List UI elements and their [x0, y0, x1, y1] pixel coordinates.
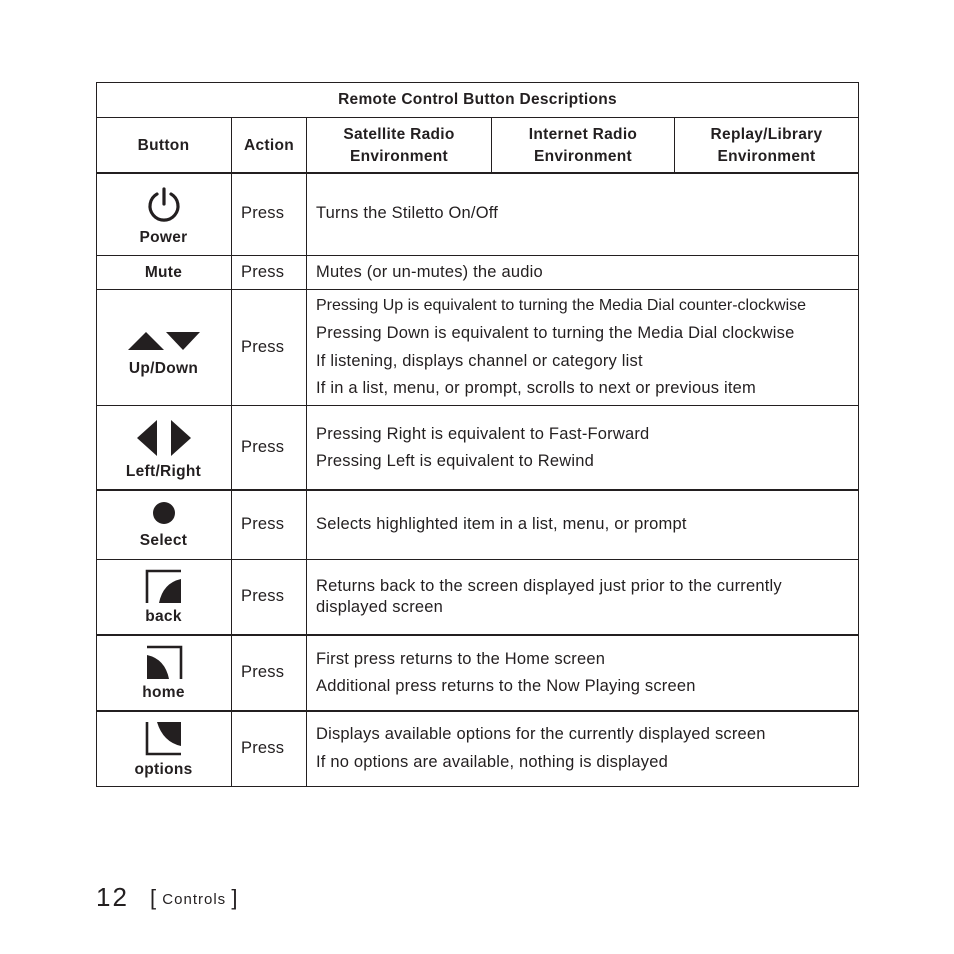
- header-internet: [492, 118, 674, 173]
- power-icon: [146, 186, 182, 224]
- action-text: Press: [241, 204, 285, 222]
- button-label: back: [145, 607, 182, 625]
- header-satellite-line2: Environment: [349, 147, 449, 165]
- action-text: Press: [241, 338, 285, 356]
- section-bracket-open: [: [150, 885, 158, 910]
- button-cell-up-down: [96, 290, 231, 405]
- description-line: Displays available options for the currently displayed screen: [316, 725, 766, 743]
- button-cell-left-right: [96, 406, 231, 489]
- button-label: Power: [139, 229, 188, 246]
- description-line: Selects highlighted item in a list, menu, or prompt: [316, 515, 687, 533]
- button-cell-back: [96, 560, 231, 634]
- button-descriptions-table: [96, 82, 859, 787]
- description-line: Pressing Right is equivalent to Fast-Forward: [316, 425, 650, 443]
- button-label: Up/Down: [128, 359, 199, 377]
- button-cell-home: [96, 636, 231, 710]
- left-right-triangle-icon: [136, 419, 192, 457]
- action-text: Press: [241, 515, 285, 533]
- up-down-triangle-icon: [126, 330, 202, 352]
- action-text: Press: [241, 438, 285, 456]
- button-label: options: [134, 760, 193, 778]
- rule: [231, 117, 232, 787]
- description-line: Additional press returns to the Now Playing screen: [316, 677, 696, 695]
- button-label: home: [142, 683, 185, 701]
- header-replay-line2: Environment: [717, 147, 816, 165]
- back-icon: [145, 569, 183, 605]
- button-cell-select: [96, 491, 231, 559]
- section-name: Controls: [162, 891, 227, 908]
- header-button: Button: [137, 136, 190, 154]
- description-line: Turns the Stiletto On/Off: [316, 204, 498, 222]
- header-internet-line2: Environment: [533, 147, 633, 165]
- description-line: First press returns to the Home screen: [316, 650, 606, 668]
- section-bracket-close: ]: [231, 885, 239, 910]
- button-label: Mute: [144, 263, 183, 281]
- header-replay-line1: Replay/Library: [710, 125, 823, 143]
- header-internet-line1: Internet Radio: [528, 125, 638, 143]
- description-line: If in a list, menu, or prompt, scrolls to next or previous item: [316, 379, 756, 397]
- table-border-right: [858, 82, 859, 787]
- header-action: Action: [243, 136, 295, 154]
- section-label: [150, 884, 238, 910]
- description-line: Pressing Up is equivalent to turning the Media Dial counter-clockwise: [316, 297, 807, 314]
- table-border-bottom: [96, 786, 859, 787]
- select-dot-icon: [152, 501, 176, 525]
- description-line: If listening, displays channel or category list: [316, 352, 643, 370]
- rule: [306, 117, 307, 787]
- action-text: Press: [241, 663, 285, 681]
- header-satellite: [307, 118, 491, 173]
- description-line: Mutes (or un-mutes) the audio: [316, 263, 543, 281]
- action-text: Press: [241, 587, 285, 605]
- options-icon: [145, 720, 183, 756]
- description-line: displayed screen: [316, 598, 444, 616]
- description-line: Pressing Left is equivalent to Rewind: [316, 452, 594, 470]
- action-text: Press: [241, 739, 285, 757]
- button-label: Left/Right: [125, 462, 202, 480]
- table-title: Remote Control Button Descriptions: [338, 90, 617, 108]
- button-cell-mute: [96, 256, 231, 289]
- header-satellite-line1: Satellite Radio: [343, 125, 455, 143]
- home-icon: [145, 645, 183, 681]
- page-number: 12: [96, 882, 129, 912]
- button-cell-power: [96, 174, 231, 255]
- action-text: Press: [241, 263, 285, 281]
- description-line: If no options are available, nothing is displayed: [316, 753, 668, 771]
- description-line: Pressing Down is equivalent to turning the Media Dial clockwise: [316, 324, 795, 342]
- button-label: Select: [139, 531, 188, 549]
- button-cell-options: [96, 712, 231, 786]
- header-replay: [675, 118, 858, 173]
- description-line: Returns back to the screen displayed just prior to the currently: [316, 577, 782, 595]
